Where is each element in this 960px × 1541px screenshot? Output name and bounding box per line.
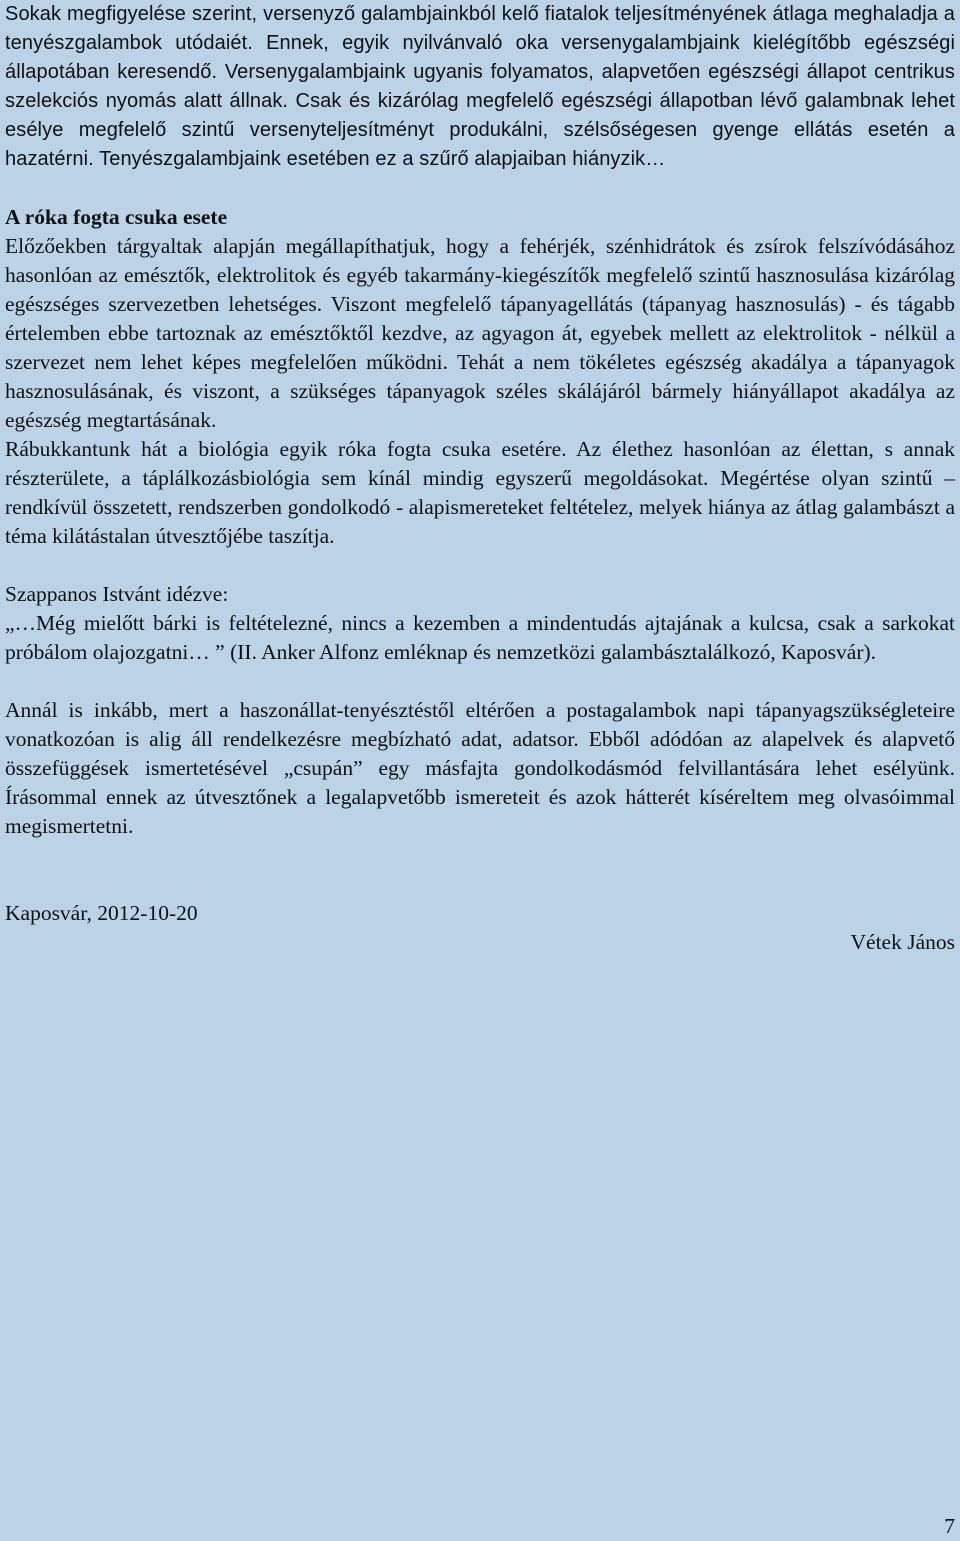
page-number: 7 bbox=[944, 1514, 955, 1538]
section-paragraph-2: Rábukkantunk hát a biológia egyik róka fogta csuka esetére. Az élethez hasonlóan az élettan, s annak részterülete, a táplálkozásbiológia sem kínál mindig egyszerű megoldásokat. Megértése olyan szintű – rendkívül összetett, rendszerben gondolkodó - alapismereteket feltételez, melyek hiánya az átlag galambászt a téma kilátástalan útvesztőjébe taszítja. bbox=[5, 437, 955, 548]
place-date: Kaposvár, 2012-10-20 bbox=[5, 901, 198, 925]
intro-paragraph: Sokak megfigyelése szerint, versenyző galambjainkból kelő fiatalok teljesítményének átlaga meghaladja a tenyészgalambok utódaiét. Ennek, egyik nyilvánvaló oka versenygalambjaink kielégítőbb egészségi állapotában keresendő. Versenygalambjaink ugyanis folyamatos, alapvetően egészségi állapot centrikus szelekciós nyomás alatt állnak. Csak és kizárólag megfelelő egészségi állapotban lévő galambnak lehet esélye megfelelő szintű versenyteljesítményt produkálni, szélsőségesen gyenge ellátás esetén a hazatérni. Tenyészgalambjaink esetében ez a szűrő alapjaiban hiányzik… bbox=[5, 3, 955, 170]
document-page bbox=[5, 0, 955, 957]
quote-intro: Szappanos Istvánt idézve: bbox=[5, 582, 229, 606]
section-paragraph-1: Előzőekben tárgyaltak alapján megállapíthatjuk, hogy a fehérjék, szénhidrátok és zsírok felszívódásához hasonlóan az emésztők, elektrolitok és egyéb takarmány-kiegészítők megfelelő szintű hasznosulása kizárólag egészséges szervezetben lehetséges. Viszont megfelelő tápanyagellátás (tápanyag hasznosulás) - és tágabb értelemben ebbe tartoznak az emésztőktől kezdve, az agyagon át, egyebek mellett az elektrolitok - nélkül a szervezet nem lehet képes megfelelően működni. Tehát a nem tökéletes egészség akadálya a tápanyagok hasznosulásának, és viszont, a szükséges tápanyagok széles skálájáról bármely hiányállapot akadálya az egészség megtartásának. bbox=[5, 234, 955, 432]
quote-text: „…Még mielőtt bárki is feltételezné, nincs a kezemben a mindentudás ajtajának a kulcsa, csak a sarkokat próbálom olajozgatni… ” (II. Anker Alfonz emléknap és nemzetközi galambásztalálkozó, Kaposvár). bbox=[5, 611, 955, 664]
closing-paragraph: Annál is inkább, mert a haszonállat-tenyésztéstől eltérően a postagalambok napi tápanyagszükségleteire vonatkozóan is alig áll rendelkezésre megbízható adat, adatsor. Ebből adódóan az alapelvek és alapvető összefüggések ismertetésével „csupán” egy másfajta gondolkodásmód felvillantására lehet esélyünk. Írásommal ennek az útvesztőnek a legalapvetőbb ismereteit és azok hátterét kíséreltem meg olvasóimmal megismertetni. bbox=[5, 698, 955, 838]
author-signature: Vétek János bbox=[850, 930, 955, 954]
section-heading: A róka fogta csuka esete bbox=[5, 205, 228, 229]
